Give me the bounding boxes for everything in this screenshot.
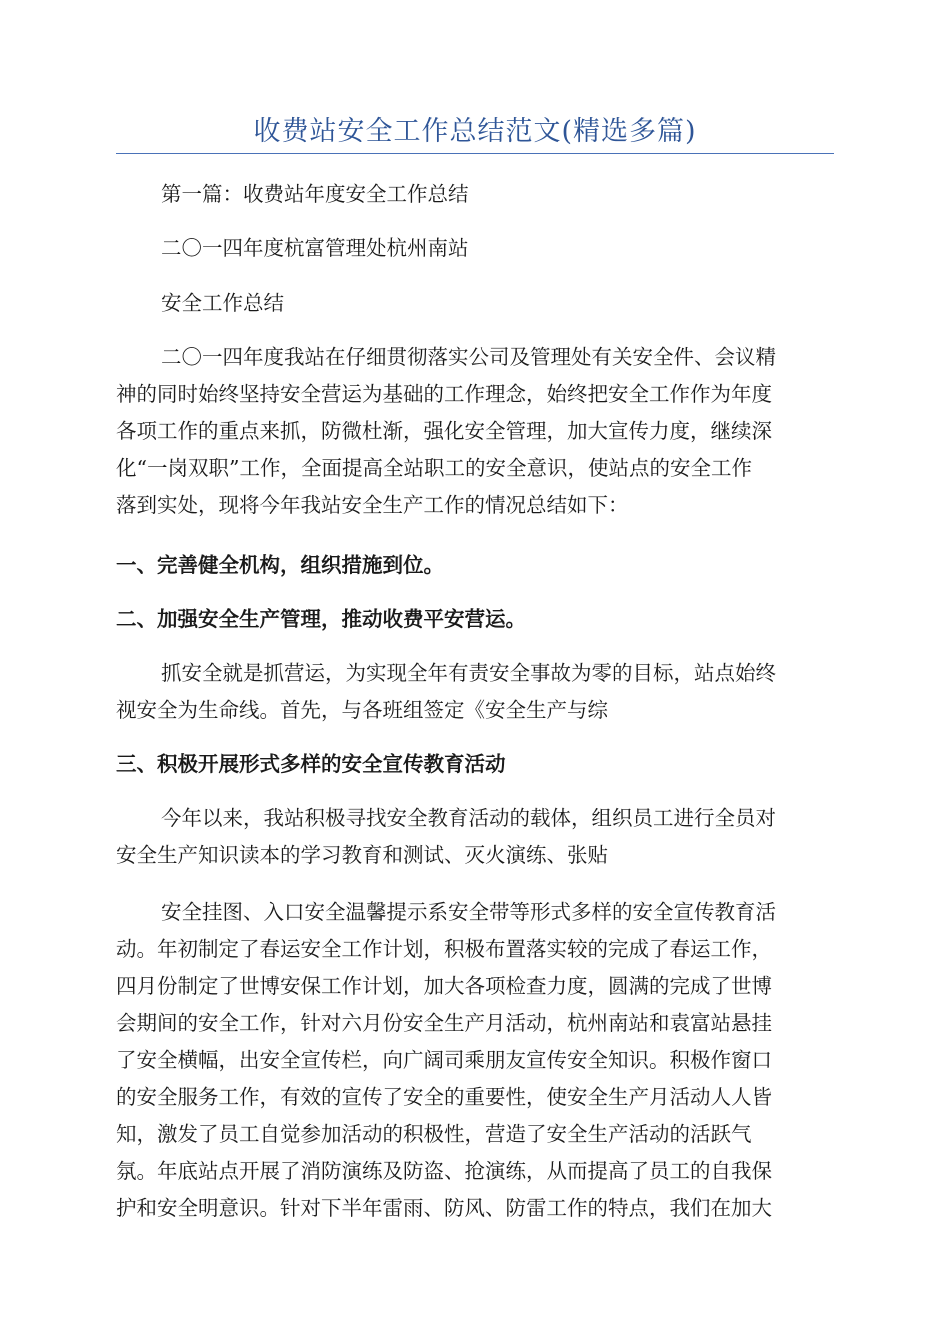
text-line: 第一篇：收费站年度安全工作总结 (161, 182, 469, 206)
text-line: 二〇一四年度杭富管理处杭州南站 (161, 236, 469, 260)
text-line: 氛。年底站点开展了消防演练及防盗、抢演练，从而提高了员工的自我保 (116, 1159, 772, 1183)
text-line: 安全生产知识读本的学习教育和测试、灭火演练、张贴 (116, 843, 608, 867)
text-line: 今年以来，我站积极寻找安全教育活动的载体，组织员工进行全员对 (161, 806, 776, 830)
paragraph-section-heading (116, 176, 834, 213)
text-line: 安全工作总结 (161, 291, 284, 315)
document-title: 收费站安全工作总结范文(精选多篇) (253, 116, 697, 147)
paragraph-intro (116, 339, 834, 524)
text-line: 化“一岗双职”工作，全面提高全站职工的安全意识，使站点的安全工作 (116, 456, 752, 480)
paragraph-org-name (116, 230, 834, 267)
text-line: 视安全为生命线。首先，与各班组签定《安全生产与综 (116, 698, 608, 722)
heading-section-3 (116, 746, 834, 783)
text-line: 了安全横幅，出安全宣传栏，向广阔司乘朋友宣传安全知识。积极作窗口 (116, 1048, 772, 1072)
text-line: 一、完善健全机构，组织措施到位。 (116, 553, 444, 577)
text-line: 会期间的安全工作，针对六月份安全生产月活动，杭州南站和袁富站悬挂 (116, 1011, 772, 1035)
heading-section-1 (116, 547, 834, 584)
text-line: 三、积极开展形式多样的安全宣传教育活动 (116, 752, 506, 776)
paragraph-section-2-body (116, 655, 834, 729)
paragraph-subtitle (116, 285, 834, 322)
text-line: 的安全服务工作，有效的宣传了安全的重要性，使安全生产月活动人人皆 (116, 1085, 772, 1109)
text-line: 落到实处，现将今年我站安全生产工作的情况总结如下： (116, 493, 629, 517)
text-line: 二〇一四年度我站在仔细贯彻落实公司及管理处有关安全件、会议精 (161, 345, 776, 369)
text-line: 知，激发了员工自觉参加活动的积极性，营造了安全生产活动的活跃气 (116, 1122, 752, 1146)
text-line: 神的同时始终坚持安全营运为基础的工作理念，始终把安全工作作为年度 (116, 382, 772, 406)
text-line: 四月份制定了世博安保工作计划，加大各项检查力度，圆满的完成了世博 (116, 974, 772, 998)
text-line: 二、加强安全生产管理，推动收费平安营运。 (116, 607, 526, 631)
text-line: 各项工作的重点来抓，防微杜渐，强化安全管理，加大宣传力度，继续深 (116, 419, 772, 443)
text-line: 抓安全就是抓营运，为实现全年有责安全事故为零的目标，站点始终 (161, 661, 776, 685)
paragraph-section-3-body (116, 800, 834, 874)
paragraph-activities (116, 894, 834, 1227)
text-line: 安全挂图、入口安全温馨提示系安全带等形式多样的安全宣传教育活 (161, 900, 776, 924)
text-line: 动。年初制定了春运安全工作计划，积极布置落实较的完成了春运工作， (116, 937, 772, 961)
text-line: 护和安全明意识。针对下半年雷雨、防风、防雷工作的特点，我们在加大 (116, 1196, 772, 1220)
heading-section-2 (116, 601, 834, 638)
title-underline (116, 153, 834, 154)
